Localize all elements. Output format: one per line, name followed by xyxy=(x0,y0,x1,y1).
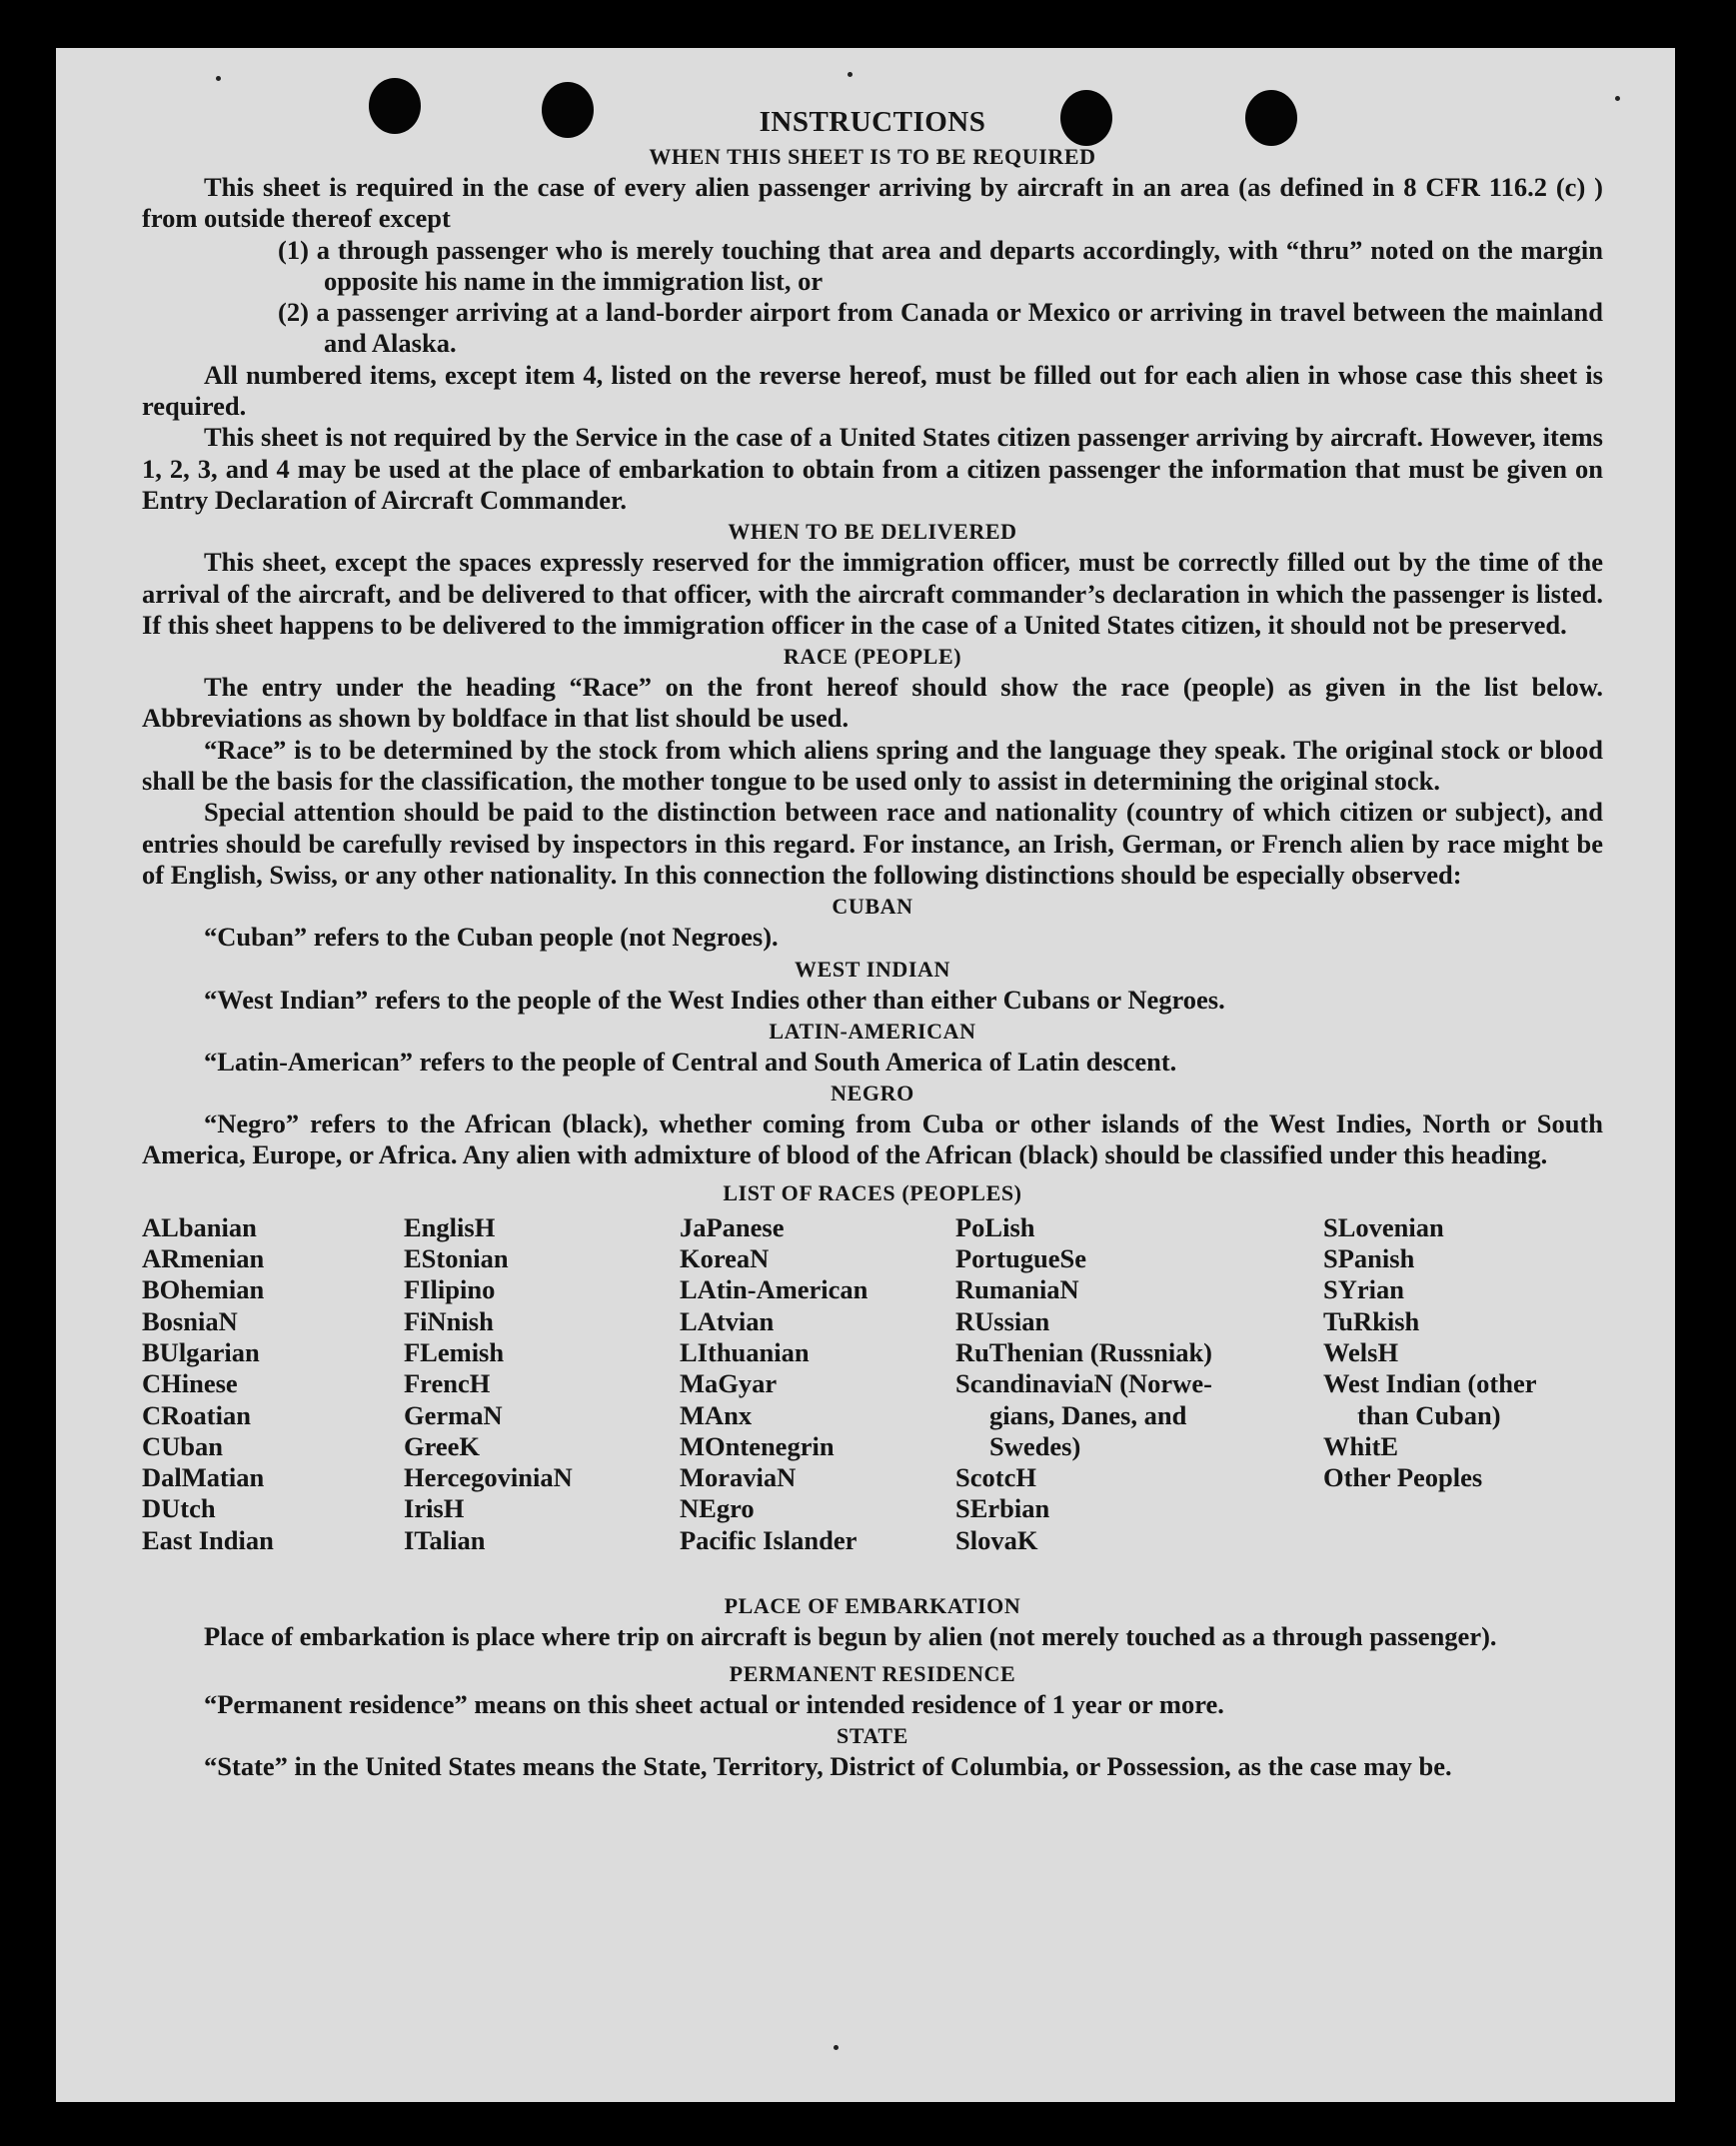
race-item: KoreaN xyxy=(680,1243,770,1274)
paragraph: This sheet is required in the case of every alien passenger arriving by aircraft in an area (as defined in 8 CFR 116.2 (c) ) from outside thereof except xyxy=(142,172,1603,234)
race-item: BosniaN xyxy=(142,1305,238,1336)
race-item-continued: Swedes) xyxy=(989,1430,1081,1461)
race-column-1 xyxy=(142,1212,402,1556)
race-item: SErbian xyxy=(955,1493,1050,1524)
race-item: TuRkish xyxy=(1323,1305,1420,1336)
race-item: Pacific Islander xyxy=(680,1524,858,1555)
race-item: LAtin-American xyxy=(680,1274,868,1305)
race-item: RumaniaN xyxy=(955,1274,1079,1305)
race-item: NEgro xyxy=(680,1493,755,1524)
race-item: PoLish xyxy=(955,1211,1035,1242)
heading-permanent-residence: PERMANENT RESIDENCE xyxy=(729,1661,1016,1687)
race-item: FIlipino xyxy=(404,1274,496,1305)
heading-latin-american: LATIN-AMERICAN xyxy=(769,1018,976,1044)
race-item-continued: gians, Danes, and xyxy=(989,1399,1187,1430)
heading-state: STATE xyxy=(837,1723,908,1749)
race-item: BOhemian xyxy=(142,1274,265,1305)
race-item: CUban xyxy=(142,1430,224,1461)
race-item: LAtvian xyxy=(680,1305,775,1336)
race-item: IrisH xyxy=(404,1493,465,1524)
race-column-3 xyxy=(680,1212,939,1556)
race-item: DalMatian xyxy=(142,1462,265,1493)
speck xyxy=(834,2045,839,2050)
heading-west-indian: WEST INDIAN xyxy=(795,956,950,982)
heading-cuban: CUBAN xyxy=(832,894,913,920)
page-title: INSTRUCTIONS xyxy=(759,106,986,138)
paragraph: “Race” is to be determined by the stock from which aliens spring and the language they speak. The original stock or blood shall be the basis for the classification, the mother tongue to be used only to assist in determining the original stock. xyxy=(142,734,1603,797)
race-item: EnglisH xyxy=(404,1211,496,1242)
speck xyxy=(216,76,221,81)
race-item: MaGyar xyxy=(680,1368,778,1399)
race-item: HercegoviniaN xyxy=(404,1462,573,1493)
paragraph: This sheet is not required by the Service in the case of a United States citizen passenger arriving by aircraft. However, items 1, 2, 3, and 4 may be used at the place of embarkation to obtain from a citizen passenger the information that must be given on Entry Declaration of Aircraft Commander. xyxy=(142,422,1603,515)
race-item: SLovenian xyxy=(1323,1211,1444,1242)
race-item: ScandinaviaN (Norwe- xyxy=(955,1368,1212,1399)
race-item: FLemish xyxy=(404,1336,505,1367)
heading-when-required: WHEN THIS SHEET IS TO BE REQUIRED xyxy=(649,144,1096,169)
race-item: SlovaK xyxy=(955,1524,1038,1555)
race-item: SPanish xyxy=(1323,1243,1415,1274)
heading-when-delivered: WHEN TO BE DELIVERED xyxy=(728,519,1017,545)
race-item: PortugueSe xyxy=(955,1243,1087,1274)
race-item: West Indian (other xyxy=(1323,1368,1537,1399)
race-item: ScotcH xyxy=(955,1462,1036,1493)
heading-race: RACE (PEOPLE) xyxy=(783,644,962,670)
race-item: LIthuanian xyxy=(680,1336,810,1367)
race-item: FiNnish xyxy=(404,1305,494,1336)
race-item: JaPanese xyxy=(680,1211,785,1242)
race-item: RUssian xyxy=(955,1305,1050,1336)
speck xyxy=(1615,96,1620,101)
race-item: CRoatian xyxy=(142,1399,251,1430)
paragraph: Place of embarkation is place where trip on aircraft is begun by alien (not merely touched as a through passenger). xyxy=(204,1620,1497,1651)
exception-item-1: (1) a through passenger who is merely touching that area and departs accordingly, with “thru” noted on the margin opposite his name in the immigration list, or xyxy=(278,234,1603,296)
paragraph: “State” in the United States means the State, Territory, District of Columbia, or Possession, as the case may be. xyxy=(204,1751,1452,1782)
race-item: East Indian xyxy=(142,1524,274,1555)
race-item: BUlgarian xyxy=(142,1336,260,1367)
race-column-2 xyxy=(404,1212,664,1556)
race-item: Other Peoples xyxy=(1323,1462,1483,1493)
paragraph: “Cuban” refers to the Cuban people (not Negroes). xyxy=(204,922,779,953)
race-item: EStonian xyxy=(404,1243,509,1274)
race-item: ALbanian xyxy=(142,1211,257,1242)
race-column-4 xyxy=(955,1212,1265,1556)
heading-negro: NEGRO xyxy=(831,1080,914,1106)
heading-place-of-embarkation: PLACE OF EMBARKATION xyxy=(724,1592,1021,1618)
paragraph: All numbered items, except item 4, listed on the reverse hereof, must be filled out for each alien in whose case this sheet is required. xyxy=(142,359,1603,422)
race-list xyxy=(142,1212,1603,1590)
race-column-5 xyxy=(1323,1212,1613,1494)
speck xyxy=(848,72,853,77)
race-item: RuThenian (Russniak) xyxy=(955,1336,1213,1367)
paragraph: The entry under the heading “Race” on the front hereof should show the race (people) as given in the list below. Abbreviations as shown by boldface in that list should be used. xyxy=(142,672,1603,734)
race-item: MOntenegrin xyxy=(680,1430,835,1461)
race-item: CHinese xyxy=(142,1368,238,1399)
race-item: MoraviaN xyxy=(680,1462,797,1493)
document-sheet xyxy=(56,48,1675,2102)
race-item-continued: than Cuban) xyxy=(1357,1399,1501,1430)
paragraph: “Permanent residence” means on this sheet actual or intended residence of 1 year or more. xyxy=(204,1689,1224,1720)
race-item: MAnx xyxy=(680,1399,753,1430)
paragraph: “West Indian” refers to the people of the West Indies other than either Cubans or Negroes. xyxy=(204,984,1225,1015)
race-item: GreeK xyxy=(404,1430,481,1461)
instructions-content xyxy=(142,106,1603,1783)
race-item: GermaN xyxy=(404,1399,503,1430)
race-item: WhitE xyxy=(1323,1430,1399,1461)
paragraph: Special attention should be paid to the distinction between race and nationality (country of which citizen or subject), and entries should be carefully revised by inspectors in this regard. For instance, an Irish, German, or French alien by race might be of English, Swiss, or any other nationality. In this connection the following distinctions should be especially observed: xyxy=(142,797,1603,890)
paragraph: This sheet, except the spaces expressly reserved for the immigration officer, must be correctly filled out by the time of the arrival of the aircraft, and be delivered to that officer, with the aircraft commander’s declaration in which the passenger is listed. If this sheet happens to be delivered to the immigration officer in the case of a United States citizen, it should not be preserved. xyxy=(142,547,1603,640)
exception-item-2: (2) a passenger arriving at a land-border airport from Canada or Mexico or arriving in travel between the mainland and Alaska. xyxy=(278,297,1603,359)
race-item: SYrian xyxy=(1323,1274,1404,1305)
paragraph: “Negro” refers to the African (black), whether coming from Cuba or other islands of the West Indies, North or South America, Europe, or Africa. Any alien with admixture of blood of the African (black) should be classified under this heading. xyxy=(142,1108,1603,1170)
heading-list-of-races: LIST OF RACES (PEOPLES) xyxy=(723,1179,1022,1205)
paragraph: “Latin-American” refers to the people of Central and South America of Latin descent. xyxy=(204,1046,1177,1076)
race-item: DUtch xyxy=(142,1493,216,1524)
race-item: ARmenian xyxy=(142,1243,265,1274)
race-item: FrencH xyxy=(404,1368,491,1399)
race-item: ITalian xyxy=(404,1524,486,1555)
race-item: WelsH xyxy=(1323,1336,1399,1367)
